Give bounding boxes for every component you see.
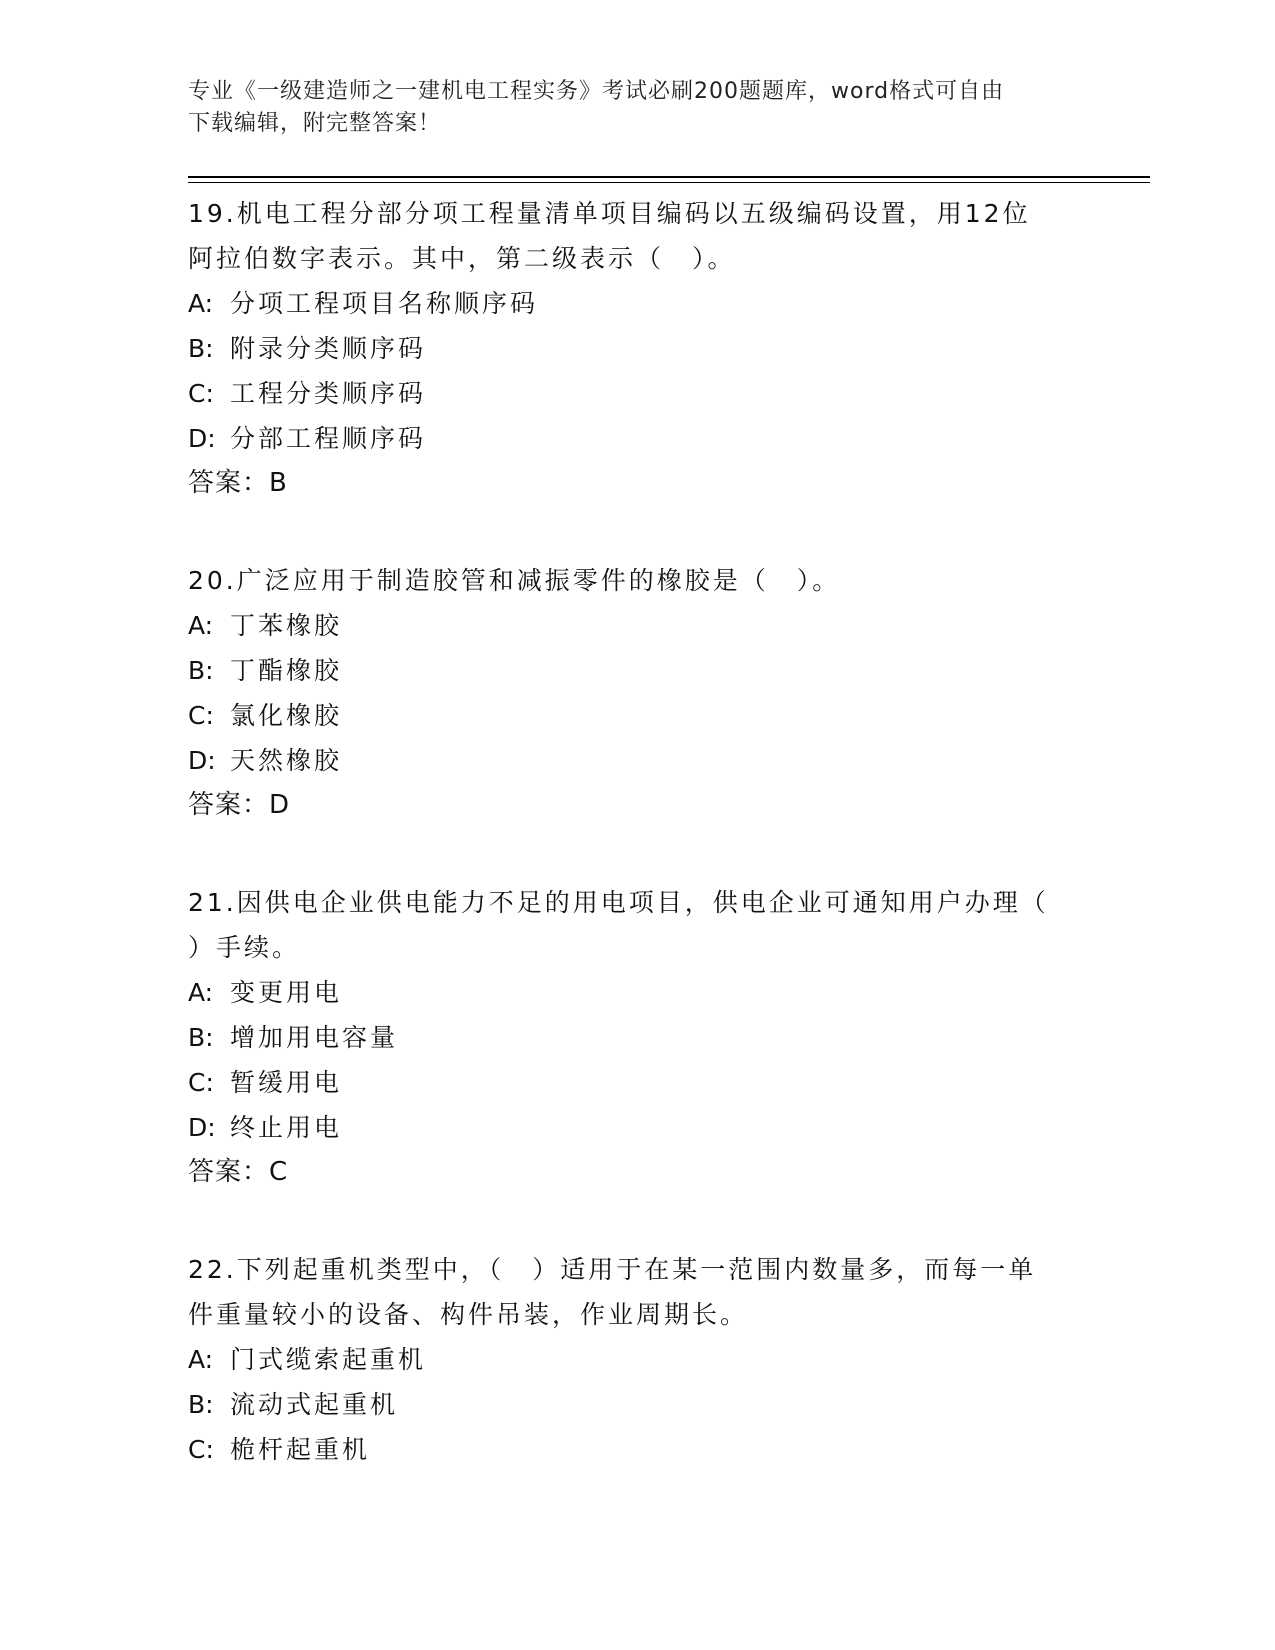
question-22 [188, 1247, 1088, 1472]
question-spacer [188, 506, 1088, 558]
option-text: 附录分类顺序码 [230, 334, 427, 363]
question-text-line: 19.机电工程分部分项工程量清单项目编码以五级编码设置，用12位 [188, 199, 1031, 228]
option-d [188, 416, 1088, 461]
header-line-1: 专业《一级建造师之一建机电工程实务》考试必刷200题题库，word格式可自由 [188, 79, 1005, 104]
question-text-line: 22.下列起重机类型中，（ ）适用于在某一范围内数量多，而每一单 [188, 1255, 1037, 1284]
answer-line: 答案：B [188, 468, 288, 498]
option-letter: D: [188, 746, 216, 775]
option-c [188, 693, 1088, 738]
option-text: 暂缓用电 [230, 1068, 343, 1097]
question-text-line: 21.因供电企业供电能力不足的用电项目，供电企业可通知用户办理（ [188, 888, 1049, 917]
option-text: 变更用电 [230, 978, 343, 1007]
option-text: 终止用电 [230, 1113, 343, 1142]
option-b [188, 326, 1088, 371]
option-a [188, 970, 1088, 1015]
option-a [188, 603, 1088, 648]
question-text-line: 20.广泛应用于制造胶管和减振零件的橡胶是（ ）。 [188, 566, 841, 595]
option-c [188, 371, 1088, 416]
question-list [188, 191, 1088, 1472]
question-text-line: ）手续。 [188, 933, 301, 962]
answer-line: 答案：C [188, 1157, 289, 1187]
question-20 [188, 558, 1088, 828]
option-d [188, 738, 1088, 783]
option-a [188, 281, 1088, 326]
option-d [188, 1105, 1088, 1150]
option-a [188, 1337, 1088, 1382]
option-letter: C: [188, 701, 214, 730]
question-text-line: 件重量较小的设备、构件吊装，作业周期长。 [188, 1300, 749, 1329]
answer-line: 答案：D [188, 790, 291, 820]
option-text: 丁酯橡胶 [230, 656, 343, 685]
option-letter: B: [188, 1023, 214, 1052]
option-letter: D: [188, 424, 216, 453]
option-c [188, 1060, 1088, 1105]
option-b [188, 1015, 1088, 1060]
question-21 [188, 880, 1088, 1195]
option-text: 增加用电容量 [230, 1023, 399, 1052]
option-b [188, 648, 1088, 693]
option-text: 天然橡胶 [230, 746, 343, 775]
option-text: 分部工程顺序码 [230, 424, 427, 453]
option-letter: D: [188, 1113, 216, 1142]
header-line-2: 下载编辑，附完整答案！ [188, 111, 442, 136]
option-letter: B: [188, 1390, 214, 1419]
option-letter: C: [188, 379, 214, 408]
option-letter: A: [188, 978, 214, 1007]
option-b [188, 1382, 1088, 1427]
option-text: 分项工程项目名称顺序码 [230, 289, 539, 318]
question-text-line: 阿拉伯数字表示。其中，第二级表示（ ）。 [188, 244, 736, 273]
option-letter: A: [188, 1345, 214, 1374]
option-text: 门式缆索起重机 [230, 1345, 427, 1374]
document-header [188, 76, 1068, 140]
option-text: 桅杆起重机 [230, 1435, 371, 1464]
option-text: 工程分类顺序码 [230, 379, 427, 408]
option-text: 流动式起重机 [230, 1390, 399, 1419]
option-letter: B: [188, 334, 214, 363]
option-letter: B: [188, 656, 214, 685]
option-letter: A: [188, 611, 214, 640]
header-divider-thin [188, 182, 1150, 183]
option-letter: A: [188, 289, 214, 318]
option-letter: C: [188, 1068, 214, 1097]
option-text: 氯化橡胶 [230, 701, 343, 730]
header-divider-thick [188, 176, 1150, 178]
question-spacer [188, 1195, 1088, 1247]
question-spacer [188, 828, 1088, 880]
option-letter: C: [188, 1435, 214, 1464]
option-text: 丁苯橡胶 [230, 611, 343, 640]
question-19 [188, 191, 1088, 506]
option-c [188, 1427, 1088, 1472]
